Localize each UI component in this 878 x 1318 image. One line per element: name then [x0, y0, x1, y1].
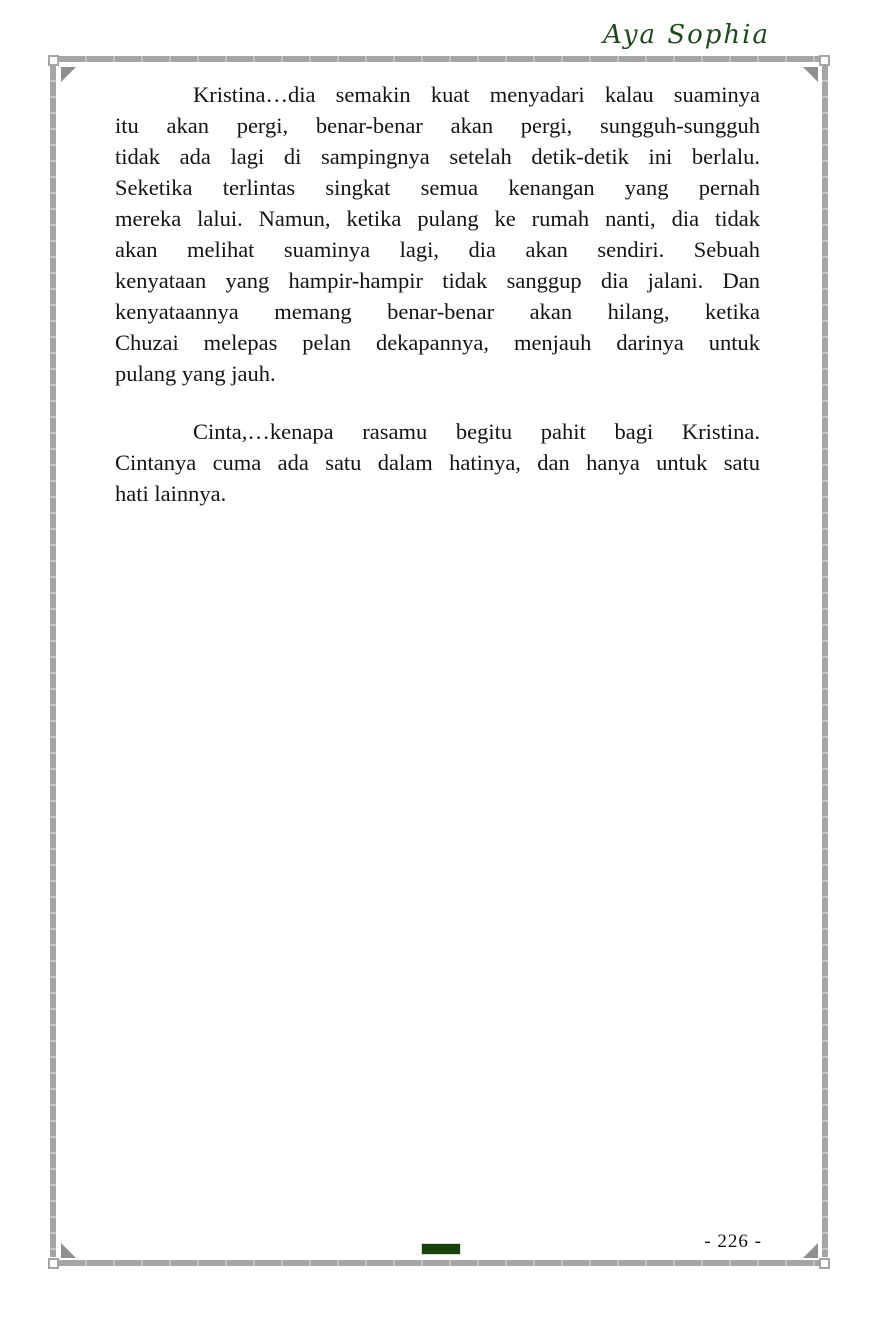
- corner-triangle-icon-bottom-left: [61, 1243, 76, 1258]
- border-corner-square-top-left: [48, 55, 59, 66]
- border-corner-square-bottom-right: [819, 1258, 830, 1269]
- border-bottom-line: [59, 1260, 820, 1266]
- corner-triangle-icon-bottom-right: [803, 1243, 818, 1258]
- paragraph: [115, 79, 760, 389]
- text-line: hati lainnya.: [115, 481, 227, 506]
- text-line: kenyataannya memang benar-benar akan hilang, ketika: [115, 299, 760, 324]
- text-line: itu akan pergi, benar-benar akan pergi, sungguh-sungguh: [115, 113, 760, 138]
- footer-divider-rule: [422, 1244, 460, 1254]
- text-line: mereka lalui. Namun, ketika pulang ke rumah nanti, dia tidak: [115, 206, 760, 231]
- border-corner-square-bottom-left: [48, 1258, 59, 1269]
- text-line: Cintanya cuma ada satu dalam hatinya, dan hanya untuk satu: [115, 450, 760, 475]
- border-corner-square-top-right: [819, 55, 830, 66]
- text-line: pulang yang jauh.: [115, 361, 276, 386]
- text-line: tidak ada lagi di sampingnya setelah detik-detik ini berlalu.: [115, 144, 760, 169]
- text-line: kenyataan yang hampir-hampir tidak sanggup dia jalani. Dan: [115, 268, 760, 293]
- text-line: akan melihat suaminya lagi, dia akan sendiri. Sebuah: [115, 237, 760, 262]
- page-number: - 226 -: [704, 1231, 762, 1252]
- text-line: Seketika terlintas singkat semua kenangan yang pernah: [115, 175, 760, 200]
- paragraph: [115, 416, 760, 509]
- text-line: Cinta,…kenapa rasamu begitu pahit bagi Kristina.: [193, 419, 760, 444]
- border-right-line: [822, 66, 828, 1257]
- page-text: [115, 79, 760, 509]
- border-top-line: [59, 56, 820, 62]
- border-left-line: [50, 66, 56, 1257]
- running-header-author: Aya Sophia: [603, 20, 770, 50]
- corner-triangle-icon-top-left: [61, 67, 76, 82]
- corner-triangle-icon-top-right: [803, 67, 818, 82]
- text-line: Kristina…dia semakin kuat menyadari kalau suaminya: [193, 82, 760, 107]
- text-line: Chuzai melepas pelan dekapannya, menjauh darinya untuk: [115, 330, 760, 355]
